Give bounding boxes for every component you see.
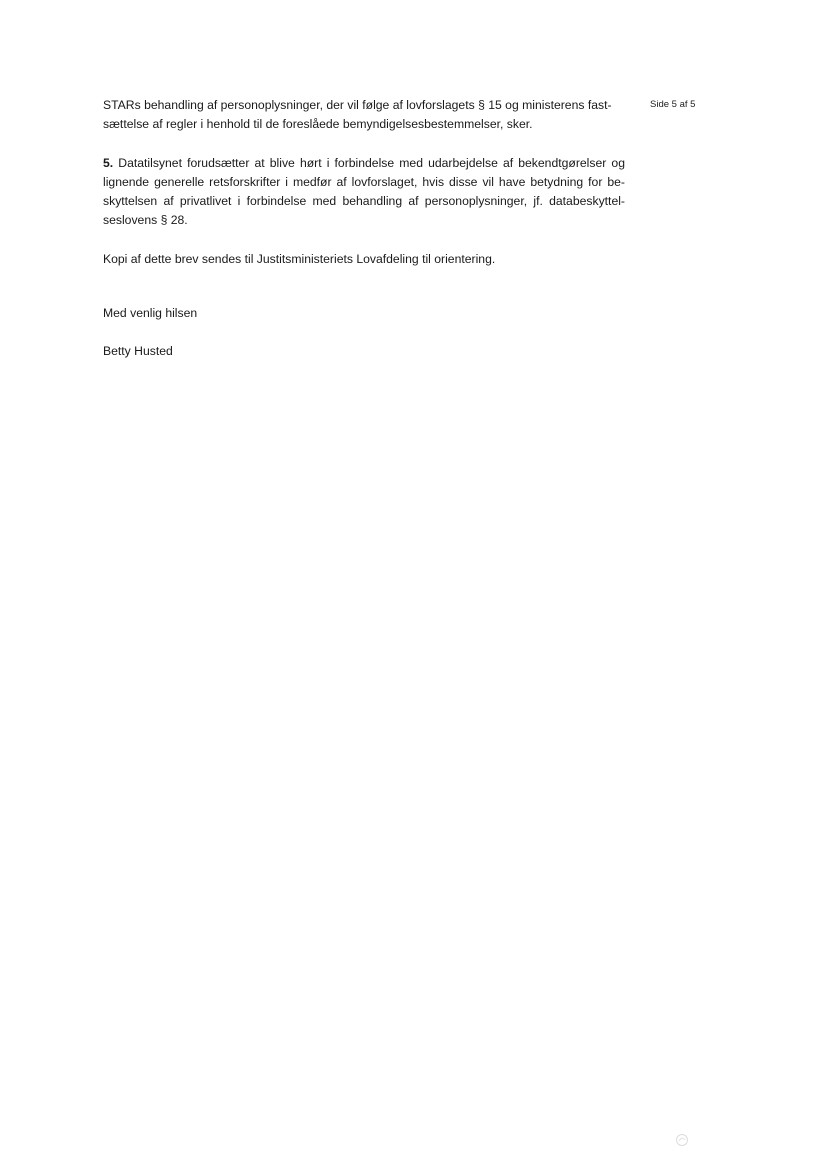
signatory-name: Betty Husted — [103, 344, 173, 358]
closing-salutation: Med venlig hilsen — [103, 306, 198, 320]
paragraph-number: 5. — [103, 155, 114, 170]
paragraph-line: STARs behandling af personoplysninger, der vil følge af lovforslagets § 15 og ministerens fast- — [103, 98, 612, 112]
paragraph-text: Datatilsynet forudsætter at blive hørt i forbindelse med udarbejdelse af bekendtgørelser og lignende generelle retsforskrifter i medfør af lovforslaget, hvis disse vil have betydning for be-skyttelsen af privatlivet i forbindelse med behandling af personoplysninger, jf. databeskyttel-seslovens § 28. — [103, 155, 625, 228]
paragraph-5 — [103, 154, 625, 231]
paragraph-copy-note: Kopi af dette brev sendes til Justitsministeriets Lovafdeling til orientering. — [103, 251, 496, 266]
scan-artifact-icon — [674, 1132, 690, 1148]
paragraph-line: sættelse af regler i henhold til de foreslåede bemyndigelsesbestemmelser, sker. — [103, 117, 533, 132]
page-number: Side 5 af 5 — [650, 99, 696, 110]
letter-body — [103, 96, 625, 269]
paragraph-continuation — [103, 96, 625, 135]
